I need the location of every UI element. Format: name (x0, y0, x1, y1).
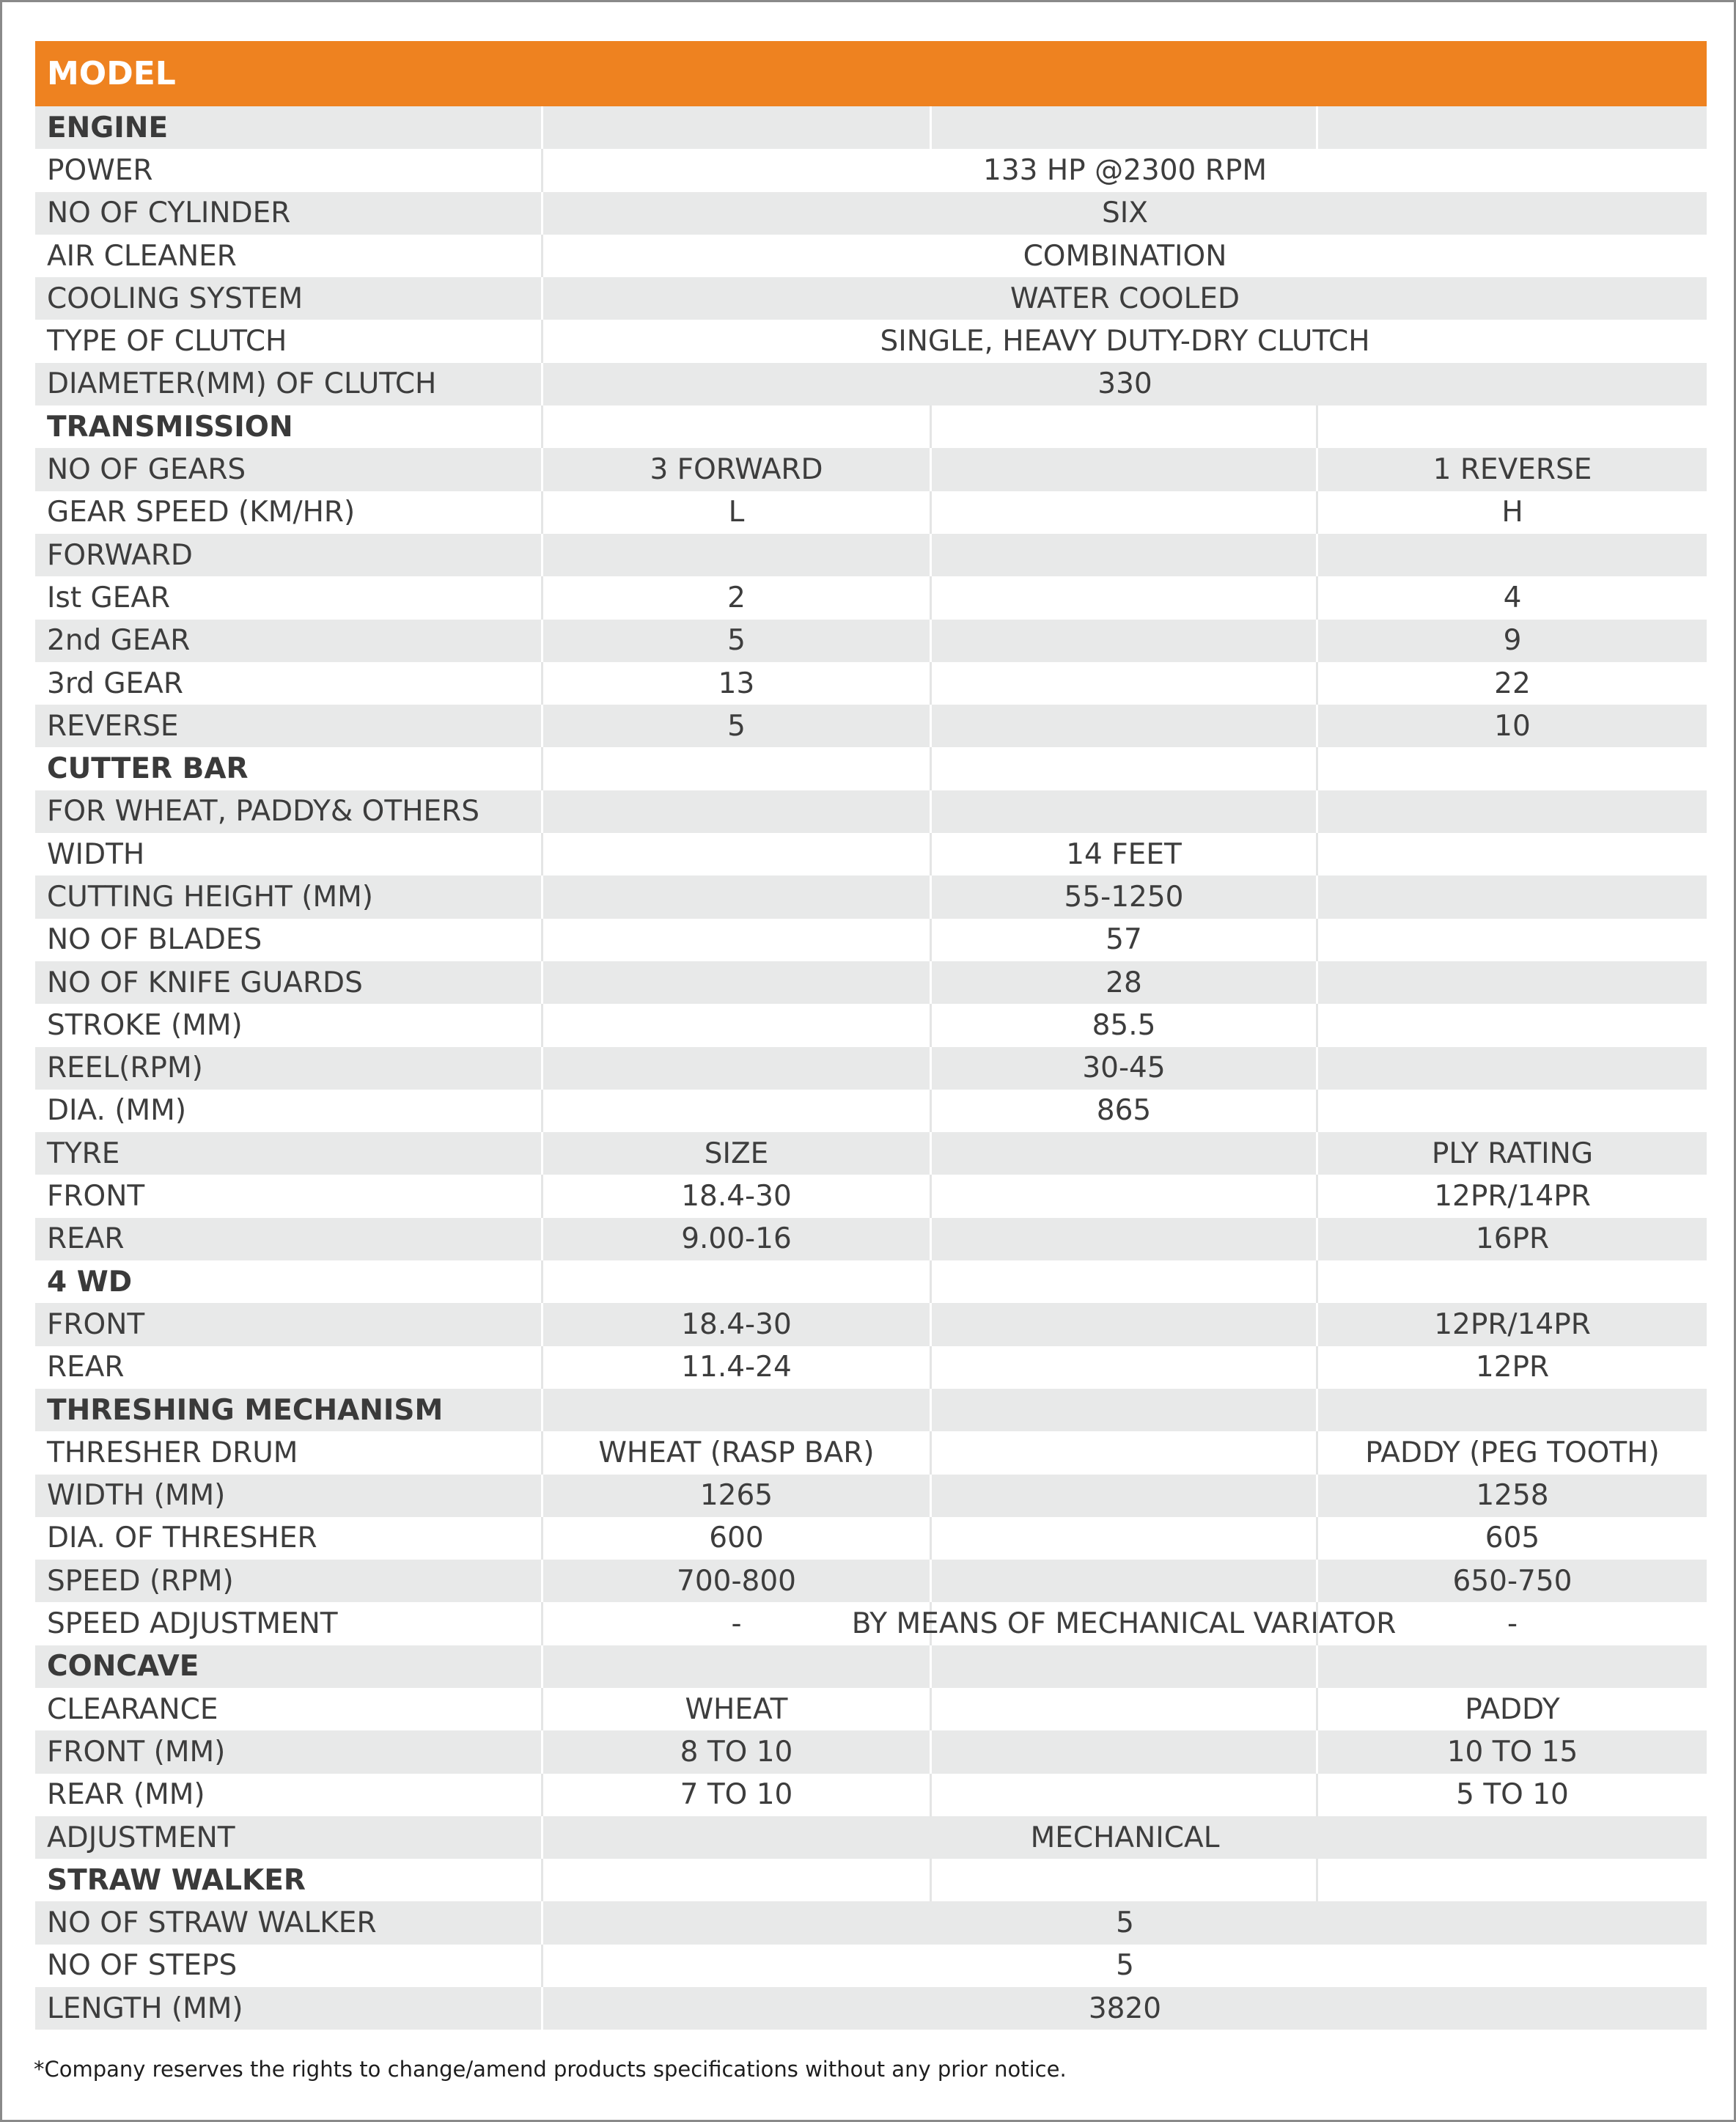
spec-row (35, 1517, 1707, 1560)
spec-row (35, 1602, 1707, 1645)
spec-value-c2 (930, 1218, 1316, 1260)
spec-value-c1: 18.4-30 (541, 1303, 930, 1345)
spec-value-c1: WHEAT (RASP BAR) (541, 1431, 930, 1474)
spec-value-c2 (930, 534, 1316, 576)
spec-label: GEAR SPEED (KM/HR) (47, 496, 356, 529)
section-header-row (35, 747, 1707, 790)
spec-value-c1 (541, 790, 930, 833)
spec-value-c3: 12PR/14PR (1316, 1303, 1707, 1345)
spec-value-c3: 22 (1316, 662, 1707, 705)
spec-value-c2: 30-45 (930, 1047, 1316, 1090)
spec-value-c3 (1316, 1047, 1707, 1090)
spec-row (35, 1774, 1707, 1816)
spec-value-c3: 12PR (1316, 1346, 1707, 1389)
section-title: 4 WD (47, 1265, 133, 1299)
spec-value-c1: 1265 (541, 1475, 930, 1517)
spec-value-c3 (1316, 1004, 1707, 1046)
spec-value: MECHANICAL (541, 1816, 1707, 1859)
spec-value: SINGLE, HEAVY DUTY-DRY CLUTCH (541, 320, 1707, 362)
spec-label: WIDTH (47, 837, 145, 871)
spec-label: THRESHER DRUM (47, 1436, 298, 1469)
spec-label: SPEED (RPM) (47, 1564, 234, 1598)
spec-label: 2nd GEAR (47, 624, 191, 658)
spec-value-c2: 55-1250 (930, 875, 1316, 918)
spec-row (35, 620, 1707, 662)
spec-value-c1: 9.00-16 (541, 1218, 930, 1260)
spec-value-c1 (541, 1004, 930, 1046)
spec-value-c3: - (1316, 1602, 1707, 1645)
spec-label: FORWARD (47, 538, 193, 572)
spec-value-c3 (1316, 1859, 1707, 1901)
spec-value-c3: 5 TO 10 (1316, 1774, 1707, 1816)
spec-value-c3 (1316, 961, 1707, 1004)
spec-value-c2 (930, 491, 1316, 534)
spec-value-c2 (930, 448, 1316, 491)
spec-label: CLEARANCE (47, 1692, 218, 1726)
spec-label: REAR (47, 1351, 125, 1384)
section-header-row (35, 106, 1707, 149)
spec-value-c2: 57 (930, 919, 1316, 961)
spec-value-c2 (930, 790, 1316, 833)
spec-row (35, 1047, 1707, 1090)
spec-row (35, 1475, 1707, 1517)
spec-label: STROKE (MM) (47, 1008, 243, 1042)
section-header-row (35, 405, 1707, 448)
spec-value-c2: 14 FEET (930, 833, 1316, 875)
spec-row (35, 961, 1707, 1004)
spec-row (35, 448, 1707, 491)
spec-row (35, 235, 1707, 277)
spec-value-c1: 5 (541, 705, 930, 747)
spec-value-c2 (930, 576, 1316, 619)
spec-value-c2 (930, 1688, 1316, 1730)
spec-label: NO OF KNIFE GUARDS (47, 966, 363, 999)
spec-value-c3: 650-750 (1316, 1560, 1707, 1602)
spec-value-c1 (541, 1090, 930, 1132)
spec-row (35, 833, 1707, 875)
spec-value-c3: 16PR (1316, 1218, 1707, 1260)
spec-value-c3: 10 (1316, 705, 1707, 747)
spec-label: NO OF CYLINDER (47, 197, 291, 230)
spec-value: WATER COOLED (541, 277, 1707, 320)
spec-value-c1 (541, 919, 930, 961)
spec-value: SIX (541, 192, 1707, 235)
spec-row (35, 491, 1707, 534)
spec-value-c3 (1316, 790, 1707, 833)
spec-label: FRONT (MM) (47, 1735, 226, 1769)
spec-label: Ist GEAR (47, 581, 171, 614)
spec-value-c3: PLY RATING (1316, 1132, 1707, 1175)
section-title: TRANSMISSION (47, 410, 293, 444)
spec-row (35, 277, 1707, 320)
spec-row (35, 1090, 1707, 1132)
spec-row (35, 576, 1707, 619)
spec-value-c3: 9 (1316, 620, 1707, 662)
section-title: THRESHING MECHANISM (47, 1393, 444, 1427)
spec-label: POWER (47, 153, 153, 187)
spec-value-c2 (930, 1859, 1316, 1901)
spec-value-c1: 600 (541, 1517, 930, 1560)
spec-value-c3 (1316, 875, 1707, 918)
spec-row (35, 149, 1707, 191)
spec-value-c3 (1316, 1090, 1707, 1132)
model-header-title: MODEL (47, 55, 176, 92)
spec-row (35, 1901, 1707, 1944)
model-header (35, 41, 1707, 106)
spec-label: SPEED ADJUSTMENT (47, 1607, 338, 1641)
spec-value: 330 (541, 363, 1707, 405)
spec-value: 5 (541, 1945, 1707, 1987)
spec-row (35, 1987, 1707, 2030)
spec-label: CUTTING HEIGHT (MM) (47, 880, 373, 914)
spec-value-c2 (930, 106, 1316, 149)
spec-value-c3: PADDY (1316, 1688, 1707, 1730)
spec-row (35, 1303, 1707, 1345)
spec-value-c3: 605 (1316, 1517, 1707, 1560)
spec-value-c1 (541, 875, 930, 918)
spec-value-c2 (930, 1389, 1316, 1431)
spec-value-c2: 28 (930, 961, 1316, 1004)
spec-row (35, 1004, 1707, 1046)
spec-value-c2 (930, 1303, 1316, 1345)
spec-table (35, 41, 1707, 2030)
spec-label: DIA. OF THRESHER (47, 1521, 317, 1555)
spec-row (35, 534, 1707, 576)
section-title: STRAW WALKER (47, 1863, 306, 1897)
spec-row (35, 1945, 1707, 1987)
spec-label: NO OF STRAW WALKER (47, 1906, 377, 1940)
spec-value-c3 (1316, 1260, 1707, 1303)
spec-label: DIA. (MM) (47, 1094, 187, 1128)
spec-row (35, 1218, 1707, 1260)
spec-value-c3: 10 TO 15 (1316, 1730, 1707, 1773)
spec-value-c1: 13 (541, 662, 930, 705)
footnote: *Company reserves the rights to change/amend products specifications without any prior notice. (34, 2057, 1067, 2082)
spec-label: LENGTH (MM) (47, 1991, 243, 2025)
spec-row (35, 1431, 1707, 1474)
spec-value-c1 (541, 106, 930, 149)
spec-value-c1: SIZE (541, 1132, 930, 1175)
spec-value-c3: 4 (1316, 576, 1707, 619)
spec-value: 133 HP @2300 RPM (541, 149, 1707, 191)
spec-label: AIR CLEANER (47, 239, 237, 273)
spec-value-c1: 2 (541, 576, 930, 619)
spec-label: WIDTH (MM) (47, 1479, 226, 1513)
spec-label: REEL(RPM) (47, 1051, 203, 1085)
spec-value-c1 (541, 1389, 930, 1431)
spec-label: REVERSE (47, 709, 179, 743)
spec-value-c1 (541, 961, 930, 1004)
spec-label: REAR (47, 1222, 125, 1256)
spec-value-c2 (930, 1475, 1316, 1517)
spec-value-c1: 700-800 (541, 1560, 930, 1602)
spec-row (35, 363, 1707, 405)
spec-row (35, 1816, 1707, 1859)
spec-value-c1: - (541, 1602, 930, 1645)
spec-value-c3: H (1316, 491, 1707, 534)
spec-value: COMBINATION (541, 235, 1707, 277)
spec-value: 3820 (541, 1987, 1707, 2030)
spec-value-c1: 5 (541, 620, 930, 662)
section-header-row (35, 1859, 1707, 1901)
spec-value-c1 (541, 405, 930, 448)
spec-label: REAR (MM) (47, 1778, 205, 1812)
spec-value: 5 (541, 1901, 1707, 1944)
spec-value-c1: 7 TO 10 (541, 1774, 930, 1816)
spec-value-c2 (930, 1730, 1316, 1773)
spec-row (35, 320, 1707, 362)
spec-row (35, 790, 1707, 833)
spec-row (35, 705, 1707, 747)
spec-rows (35, 106, 1707, 2030)
spec-value-c1: 11.4-24 (541, 1346, 930, 1389)
spec-label: NO OF GEARS (47, 453, 246, 487)
spec-value-c2 (930, 1774, 1316, 1816)
spec-value-c3 (1316, 1389, 1707, 1431)
spec-value-c1 (541, 1260, 930, 1303)
spec-row (35, 192, 1707, 235)
spec-label: COOLING SYSTEM (47, 282, 304, 315)
spec-row (35, 919, 1707, 961)
spec-label: 3rd GEAR (47, 667, 183, 700)
spec-value-c3: 1258 (1316, 1475, 1707, 1517)
spec-value-c1: 8 TO 10 (541, 1730, 930, 1773)
spec-label: DIAMETER(MM) OF CLUTCH (47, 367, 437, 401)
spec-row (35, 1688, 1707, 1730)
spec-value-c2 (930, 1645, 1316, 1688)
spec-value-c3: PADDY (PEG TOOTH) (1316, 1431, 1707, 1474)
spec-value-c2 (930, 405, 1316, 448)
spec-label: TYRE (47, 1137, 120, 1170)
spec-label: TYPE OF CLUTCH (47, 325, 287, 359)
spec-row (35, 1175, 1707, 1217)
spec-value-c3 (1316, 833, 1707, 875)
spec-row (35, 1132, 1707, 1175)
spec-value-c2 (930, 1431, 1316, 1474)
spec-row (35, 875, 1707, 918)
section-header-row (35, 1389, 1707, 1431)
spec-value-c3 (1316, 919, 1707, 961)
spec-row (35, 1346, 1707, 1389)
spec-value-c1 (541, 1859, 930, 1901)
spec-value-c1: L (541, 491, 930, 534)
spec-value-c1 (541, 833, 930, 875)
spec-value-c2: 85.5 (930, 1004, 1316, 1046)
spec-label: FRONT (47, 1307, 145, 1341)
spec-value-c2 (930, 705, 1316, 747)
spec-value-c3 (1316, 534, 1707, 576)
spec-value-c2: BY MEANS OF MECHANICAL VARIATOR (930, 1602, 1316, 1645)
spec-value-c1: WHEAT (541, 1688, 930, 1730)
spec-value-c2 (930, 1175, 1316, 1217)
spec-value-c2 (930, 1560, 1316, 1602)
spec-value-c1 (541, 1645, 930, 1688)
spec-value-c1: 18.4-30 (541, 1175, 930, 1217)
section-title: CONCAVE (47, 1650, 199, 1684)
spec-value-c2 (930, 1517, 1316, 1560)
spec-value-c3 (1316, 1645, 1707, 1688)
spec-value-c1 (541, 747, 930, 790)
spec-value-c3: 12PR/14PR (1316, 1175, 1707, 1217)
spec-value-c2 (930, 662, 1316, 705)
spec-value-c2 (930, 1132, 1316, 1175)
spec-value-c3 (1316, 106, 1707, 149)
spec-label: FOR WHEAT, PADDY& OTHERS (47, 795, 480, 829)
spec-label: FRONT (47, 1180, 145, 1214)
spec-value-c2: 865 (930, 1090, 1316, 1132)
spec-label: NO OF BLADES (47, 923, 262, 957)
spec-label: ADJUSTMENT (47, 1821, 235, 1854)
spec-label: NO OF STEPS (47, 1949, 238, 1983)
spec-value-c3 (1316, 405, 1707, 448)
spec-row (35, 662, 1707, 705)
spec-value-c2 (930, 620, 1316, 662)
section-header-row (35, 1260, 1707, 1303)
spec-value-c3 (1316, 747, 1707, 790)
spec-value-c2 (930, 1260, 1316, 1303)
spec-value-c2 (930, 1346, 1316, 1389)
section-title: ENGINE (47, 111, 169, 144)
spec-value-c1 (541, 534, 930, 576)
section-title: CUTTER BAR (47, 752, 249, 786)
spec-value-c1 (541, 1047, 930, 1090)
section-header-row (35, 1645, 1707, 1688)
spec-row (35, 1730, 1707, 1773)
spec-value-c1: 3 FORWARD (541, 448, 930, 491)
spec-value-c2 (930, 747, 1316, 790)
spec-value-c3: 1 REVERSE (1316, 448, 1707, 491)
spec-row (35, 1560, 1707, 1602)
